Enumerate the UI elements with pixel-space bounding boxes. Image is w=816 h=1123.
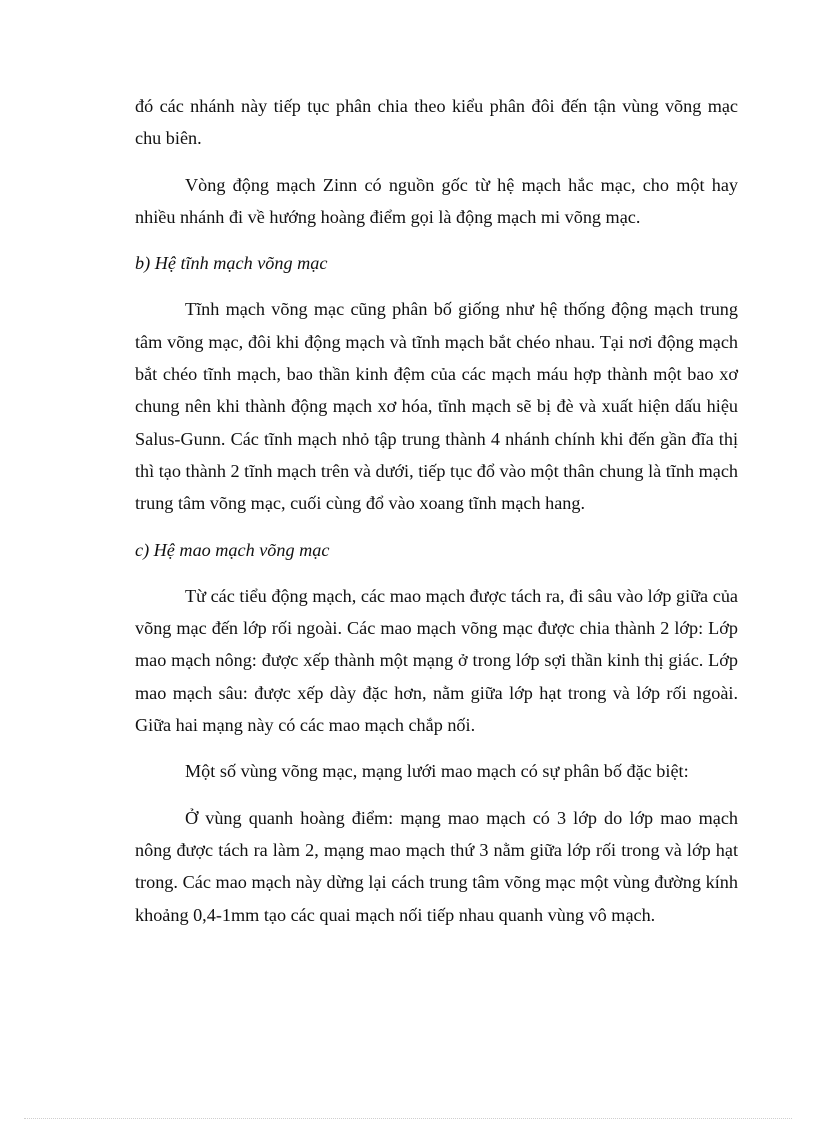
paragraph-retinal-veins: Tĩnh mạch võng mạc cũng phân bố giống như hệ thống động mạch trung tâm võng mạc, đôi khi động mạch và tĩnh mạch bắt chéo nhau. Tại nơi động mạch bắt chéo tĩnh mạch, bao thần kinh đệm của các mạch máu hợp thành một bao xơ chung nên khi thành động mạch xơ hóa, tĩnh mạch sẽ bị đè và xuất hiện dấu hiệu Salus-Gunn. Các tĩnh mạch nhỏ tập trung thành 4 nhánh chính khi đến gần đĩa thị thì tạo thành 2 tĩnh mạch trên và dưới, tiếp tục đổ vào một thân chung là tĩnh mạch trung tâm võng mạc, cuối cùng đổ vào xoang tĩnh mạch hang.: [135, 299, 738, 514]
page-body: [135, 90, 738, 945]
paragraph-macula-capillaries: Ở vùng quanh hoàng điểm: mạng mao mạch có 3 lớp do lớp mao mạch nông được tách ra làm 2, mạng mao mạch thứ 3 nằm giữa lớp rối trong và lớp hạt trong. Các mao mạch này dừng lại cách trung tâm võng mạc một vùng đường kính khoảng 0,4-1mm tạo các quai mạch nối tiếp nhau quanh vùng vô mạch.: [135, 807, 738, 925]
paragraph-zinn-circle: Vòng động mạch Zinn có nguồn gốc từ hệ mạch hắc mạc, cho một hay nhiều nhánh đi về hướng hoàng điểm gọi là động mạch mi võng mạc.: [135, 174, 738, 227]
page-bottom-divider: [24, 1118, 792, 1119]
paragraph-capillary-layers: Từ các tiểu động mạch, các mao mạch được tách ra, đi sâu vào lớp giữa của võng mạc đến lớp rối ngoài. Các mao mạch võng mạc được chia thành 2 lớp: Lớp mao mạch nông: được xếp thành một mạng ở trong lớp sợi thần kinh thị giác. Lớp mao mạch sâu: được xếp dày đặc hơn, nằm giữa lớp hạt trong và lớp rối ngoài. Giữa hai mạng này có các mao mạch chắp nối.: [135, 585, 738, 736]
section-heading-capillary-system: c) Hệ mao mạch võng mạc: [135, 539, 330, 560]
paragraph-special-regions: Một số vùng võng mạc, mạng lưới mao mạch có sự phân bố đặc biệt:: [185, 761, 689, 782]
paragraph-continued: đó các nhánh này tiếp tục phân chia theo kiểu phân đôi đến tận vùng võng mạc chu biên.: [135, 96, 738, 149]
section-heading-venous-system: b) Hệ tĩnh mạch võng mạc: [135, 253, 328, 274]
